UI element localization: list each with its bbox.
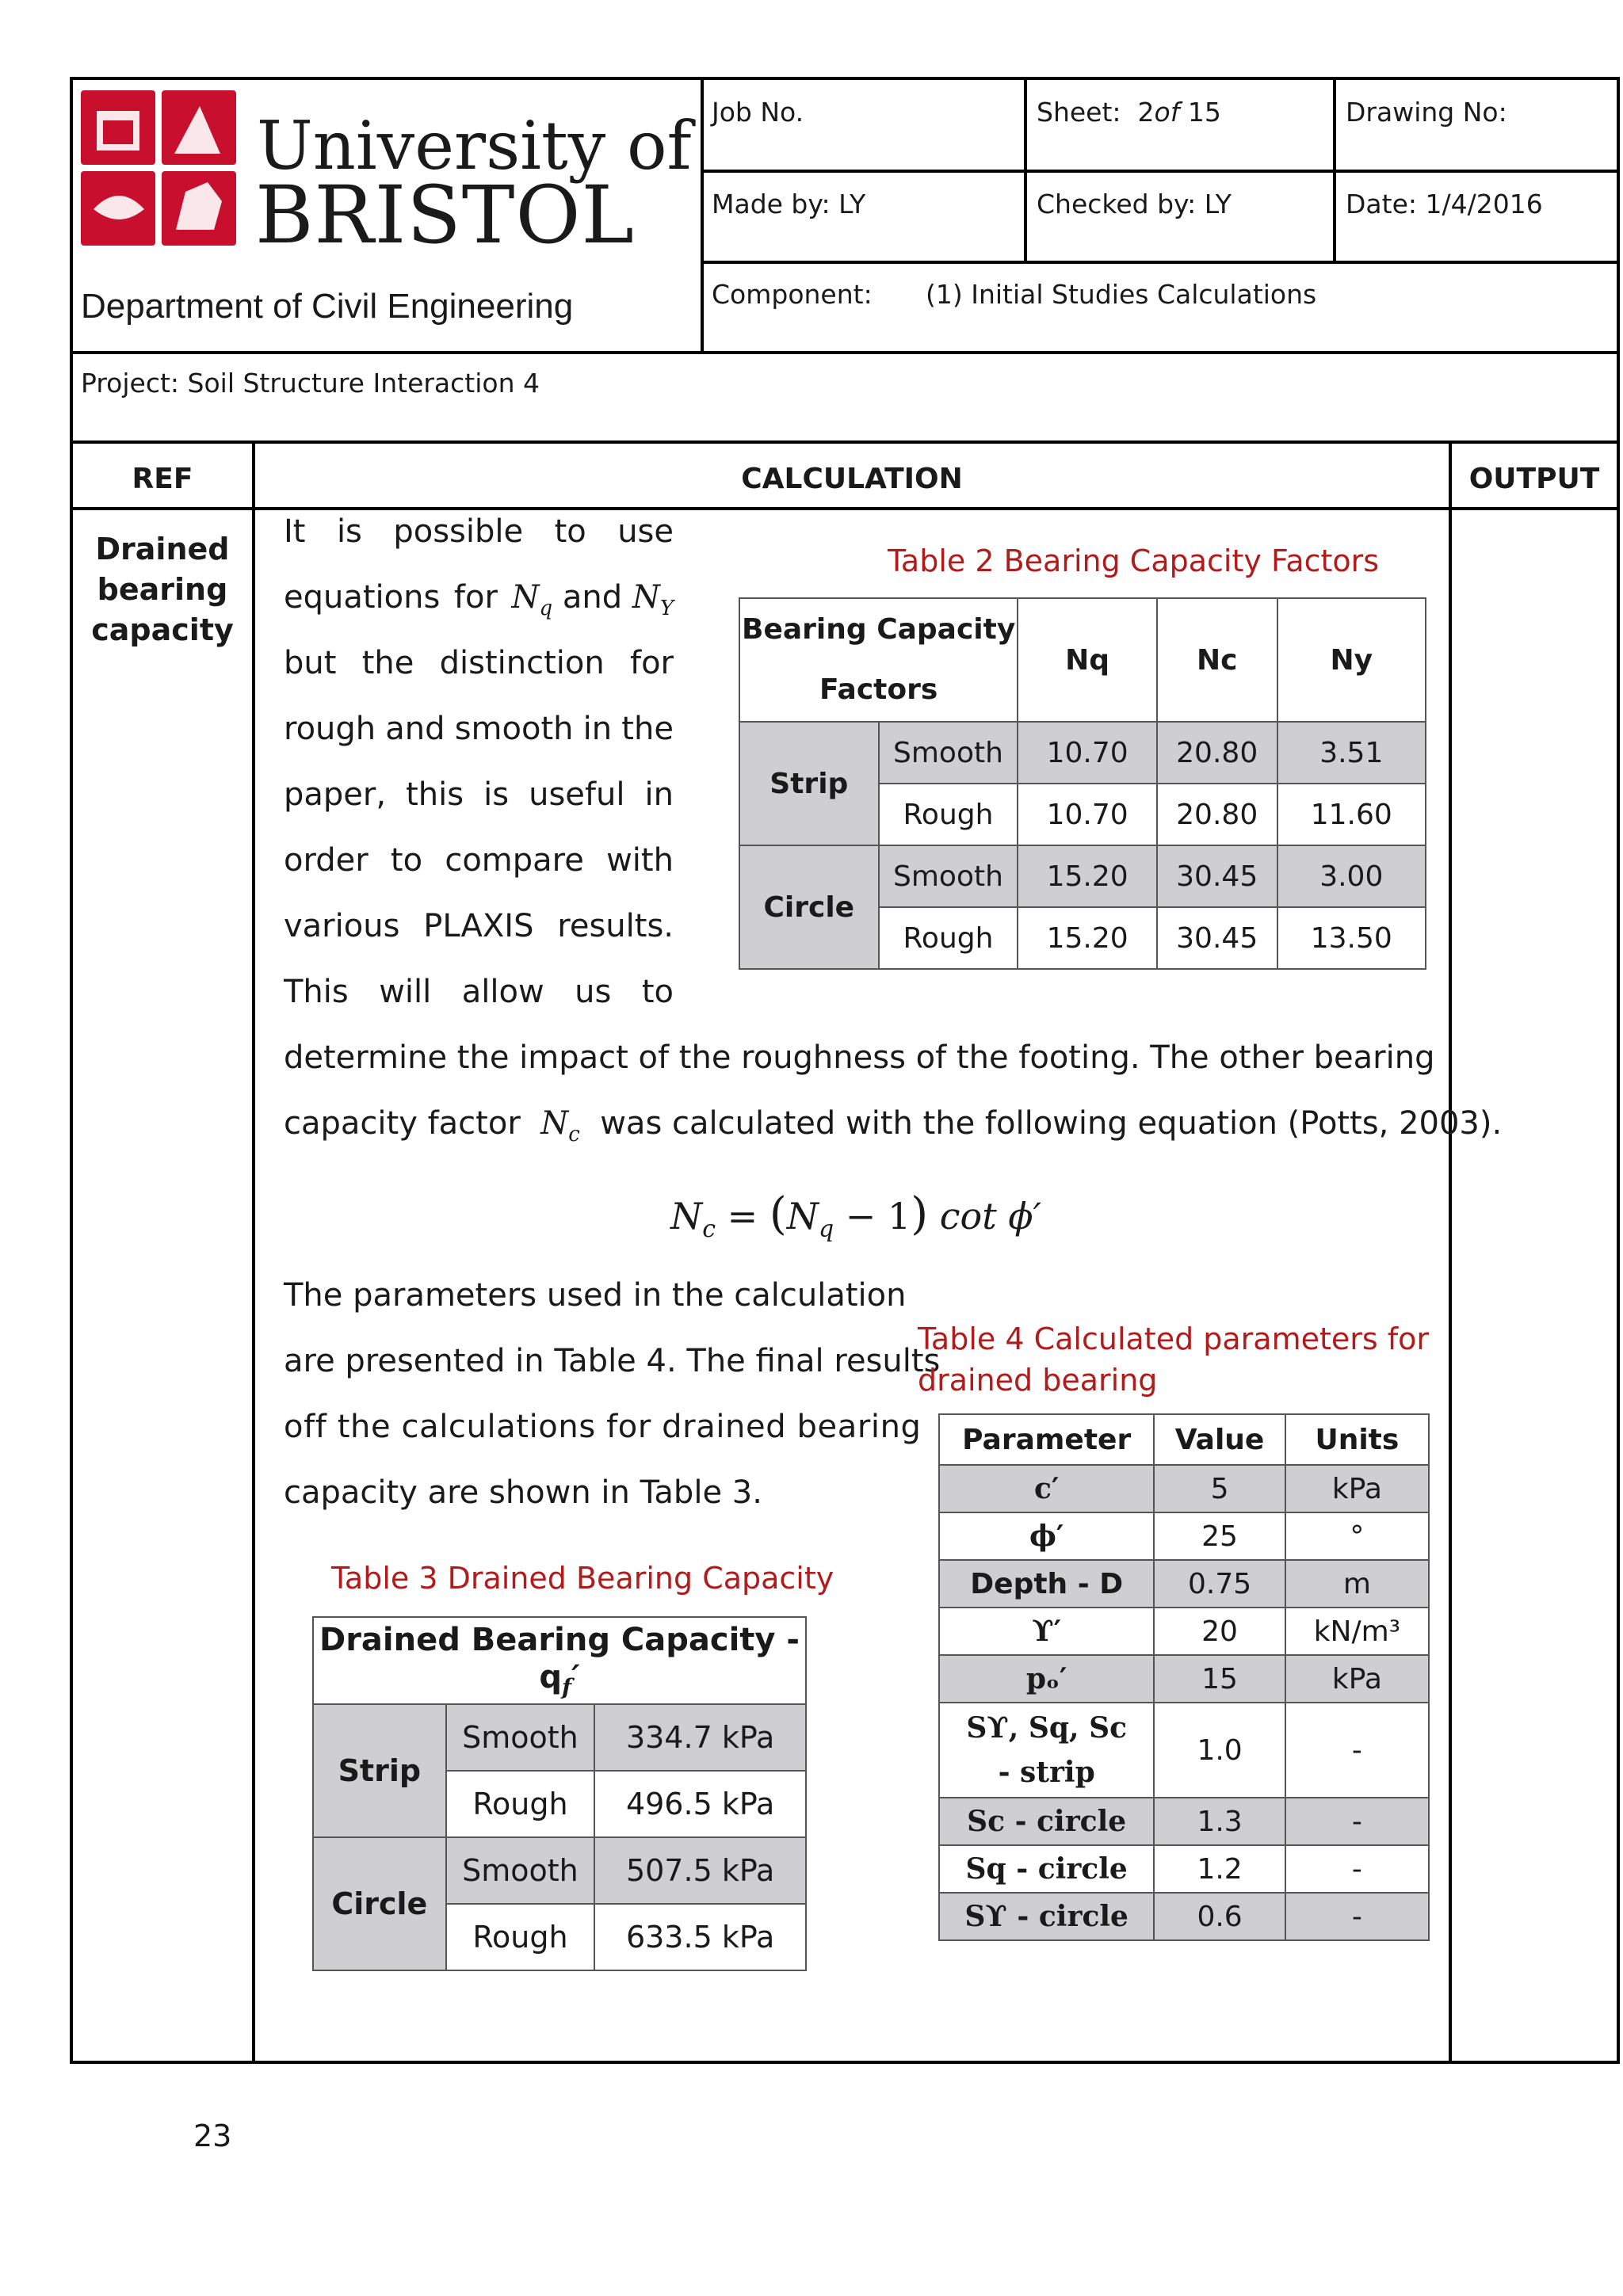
table-cell: 3.51 [1277, 722, 1426, 784]
value-cell: 0.75 [1154, 1560, 1285, 1608]
column-header-divider [70, 507, 1620, 510]
text-line: off the calculations for drained bearing [284, 1409, 922, 1445]
table-header-row [739, 598, 1426, 722]
frame-left-border [70, 77, 73, 2064]
unit-cell: - [1285, 1845, 1429, 1893]
table-row [313, 1837, 806, 1904]
header-divider [701, 261, 1620, 264]
table-row [313, 1704, 806, 1771]
table-cell: 13.50 [1277, 907, 1426, 969]
value-cell: 0.6 [1154, 1893, 1285, 1940]
unit-cell: - [1285, 1703, 1429, 1798]
header-cell: Bearing Capacity Factors [739, 598, 1018, 722]
table-cell: 15.20 [1018, 845, 1157, 907]
text-line: various PLAXIS results. [284, 908, 674, 944]
sheet-info: Sheet: 2of 15 [1037, 97, 1221, 128]
table-cell: Rough [446, 1904, 595, 1970]
made-by: Made by: LY [712, 189, 866, 219]
header-cell: Nq [1018, 598, 1157, 722]
text-line: equations for $N_q$ and $N_Y$ [284, 579, 674, 620]
value-cell: 25 [1154, 1512, 1285, 1560]
table-cell: Smooth [879, 722, 1018, 784]
text-line: but the distinction for [284, 645, 674, 681]
page-number: 23 [193, 2119, 232, 2153]
header-divider [70, 441, 1620, 444]
math-nq-ny: $N_q$ and $N_Y$ [511, 579, 674, 620]
table-cell: 11.60 [1277, 784, 1426, 845]
math-nc: $N_c$ [530, 1105, 580, 1146]
table-cell: Smooth [446, 1704, 595, 1771]
table-cell: 20.80 [1157, 722, 1277, 784]
value-cell: 5 [1154, 1465, 1285, 1512]
calculated-parameters-table [938, 1413, 1430, 1941]
group-label: Strip [313, 1704, 446, 1837]
text-line: are presented in Table 4. The final results [284, 1343, 941, 1379]
table-cell: Smooth [446, 1837, 595, 1904]
param-cell: pₒ′ [939, 1655, 1154, 1703]
group-label: Strip [739, 722, 879, 845]
table-row [939, 1893, 1429, 1940]
table2-caption: Table 2 Bearing Capacity Factors [888, 543, 1380, 578]
text-line: This will allow us to [284, 974, 674, 1010]
table-cell: 30.45 [1157, 907, 1277, 969]
column-header-output: OUTPUT [1468, 463, 1600, 495]
unit-cell: kPa [1285, 1655, 1429, 1703]
unit-cell: kN/m³ [1285, 1608, 1429, 1655]
table-cell: 633.5 kPa [594, 1904, 806, 1970]
frame-bottom-border [70, 2061, 1620, 2064]
job-no-label: Job No. [712, 97, 804, 128]
table-cell: 10.70 [1018, 784, 1157, 845]
text-line: determine the impact of the roughness of the footing. The other bearing [284, 1039, 1435, 1076]
text-line: capacity factor $N_c$ was calculated with the following equation (Potts, 2003). [284, 1105, 1503, 1146]
frame-right-border [1617, 77, 1620, 2064]
header-divider [70, 351, 1620, 354]
table-cell: Rough [879, 907, 1018, 969]
header-divider [701, 77, 704, 354]
param-cell: ϒ′ [939, 1608, 1154, 1655]
group-label: Circle [739, 845, 879, 969]
department-name: Department of Civil Engineering [81, 287, 574, 326]
column-header-calculation: CALCULATION [741, 463, 963, 495]
value-cell: 1.2 [1154, 1845, 1285, 1893]
text-line: order to compare with [284, 842, 674, 879]
param-cell: ϕ′ [939, 1512, 1154, 1560]
table-row [939, 1703, 1429, 1798]
param-cell: Sϒ - circle [939, 1893, 1154, 1940]
table-row [739, 845, 1426, 907]
unit-cell: kPa [1285, 1465, 1429, 1512]
output-column-divider [1449, 441, 1452, 2064]
table-cell: 20.80 [1157, 784, 1277, 845]
ref-label: Drained bearing capacity [91, 532, 234, 647]
project-name: Project: Soil Structure Interaction 4 [81, 368, 540, 399]
table-row [939, 1465, 1429, 1512]
header-divider [1333, 77, 1336, 264]
table-cell: 10.70 [1018, 722, 1157, 784]
table-cell: 496.5 kPa [594, 1771, 806, 1837]
value-cell: 20 [1154, 1608, 1285, 1655]
unit-cell: - [1285, 1893, 1429, 1940]
column-header-ref: REF [132, 463, 193, 495]
unit-cell: m [1285, 1560, 1429, 1608]
component-value: (1) Initial Studies Calculations [926, 279, 1317, 310]
param-cell: c′ [939, 1465, 1154, 1512]
text-line: It is possible to use [284, 513, 674, 550]
unit-cell: ° [1285, 1512, 1429, 1560]
param-cell: Depth - D [939, 1560, 1154, 1608]
header-cell: Ny [1277, 598, 1426, 722]
logo-line2: BRISTOL [255, 169, 635, 261]
text-line: The parameters used in the calculation [284, 1277, 907, 1314]
table-row [939, 1798, 1429, 1845]
table-cell: 334.7 kPa [594, 1704, 806, 1771]
param-cell: Sq - circle [939, 1845, 1154, 1893]
table-row [939, 1845, 1429, 1893]
table-row [939, 1655, 1429, 1703]
table4-caption: Table 4 Calculated parameters for drained bearing [918, 1322, 1430, 1398]
table-header-row [939, 1414, 1429, 1465]
table-cell: Smooth [879, 845, 1018, 907]
value-cell: 15 [1154, 1655, 1285, 1703]
date: Date: 1/4/2016 [1346, 189, 1543, 219]
drained-bearing-capacity-table [312, 1616, 807, 1971]
value-cell: 1.3 [1154, 1798, 1285, 1845]
text-line: rough and smooth in the [284, 711, 674, 747]
table-cell: 15.20 [1018, 907, 1157, 969]
table-row [939, 1608, 1429, 1655]
text-line: capacity are shown in Table 3. [284, 1474, 762, 1511]
logo-line1: University of [257, 107, 692, 185]
component-label: Component: [712, 279, 873, 310]
table-row [939, 1560, 1429, 1608]
text-line: paper, this is useful in [284, 776, 674, 813]
table3-caption: Table 3 Drained Bearing Capacity [331, 1561, 834, 1596]
header-divider [1024, 77, 1027, 264]
header-cell: Units [1285, 1414, 1429, 1465]
header-divider [701, 170, 1620, 173]
value-cell: 1.0 [1154, 1703, 1285, 1798]
param-cell: Sc - circle [939, 1798, 1154, 1845]
group-label: Circle [313, 1837, 446, 1970]
equation-nc: $N_c = (N_q - 1)$ cot ϕ′ [670, 1188, 1042, 1244]
header-cell: Nc [1157, 598, 1277, 722]
table-cell: 3.00 [1277, 845, 1426, 907]
unit-cell: - [1285, 1798, 1429, 1845]
table-cell: 507.5 kPa [594, 1837, 806, 1904]
header-cell: Value [1154, 1414, 1285, 1465]
frame-top-border [70, 77, 1620, 80]
drawing-no-label: Drawing No: [1346, 97, 1507, 128]
header-cell: Drained Bearing Capacity - $q_f'$ [313, 1617, 806, 1704]
ref-column-divider [252, 441, 255, 2064]
table-cell: 30.45 [1157, 845, 1277, 907]
table-row [939, 1512, 1429, 1560]
table-cell: Rough [879, 784, 1018, 845]
header-cell: Parameter [939, 1414, 1154, 1465]
table-cell: Rough [446, 1771, 595, 1837]
crest-icon [81, 90, 236, 246]
checked-by: Checked by: LY [1037, 189, 1232, 219]
table-header-row [313, 1617, 806, 1704]
bearing-capacity-factors-table [739, 597, 1426, 970]
table-row [739, 722, 1426, 784]
param-cell: Sϒ, Sq, Sc - strip [939, 1703, 1154, 1798]
